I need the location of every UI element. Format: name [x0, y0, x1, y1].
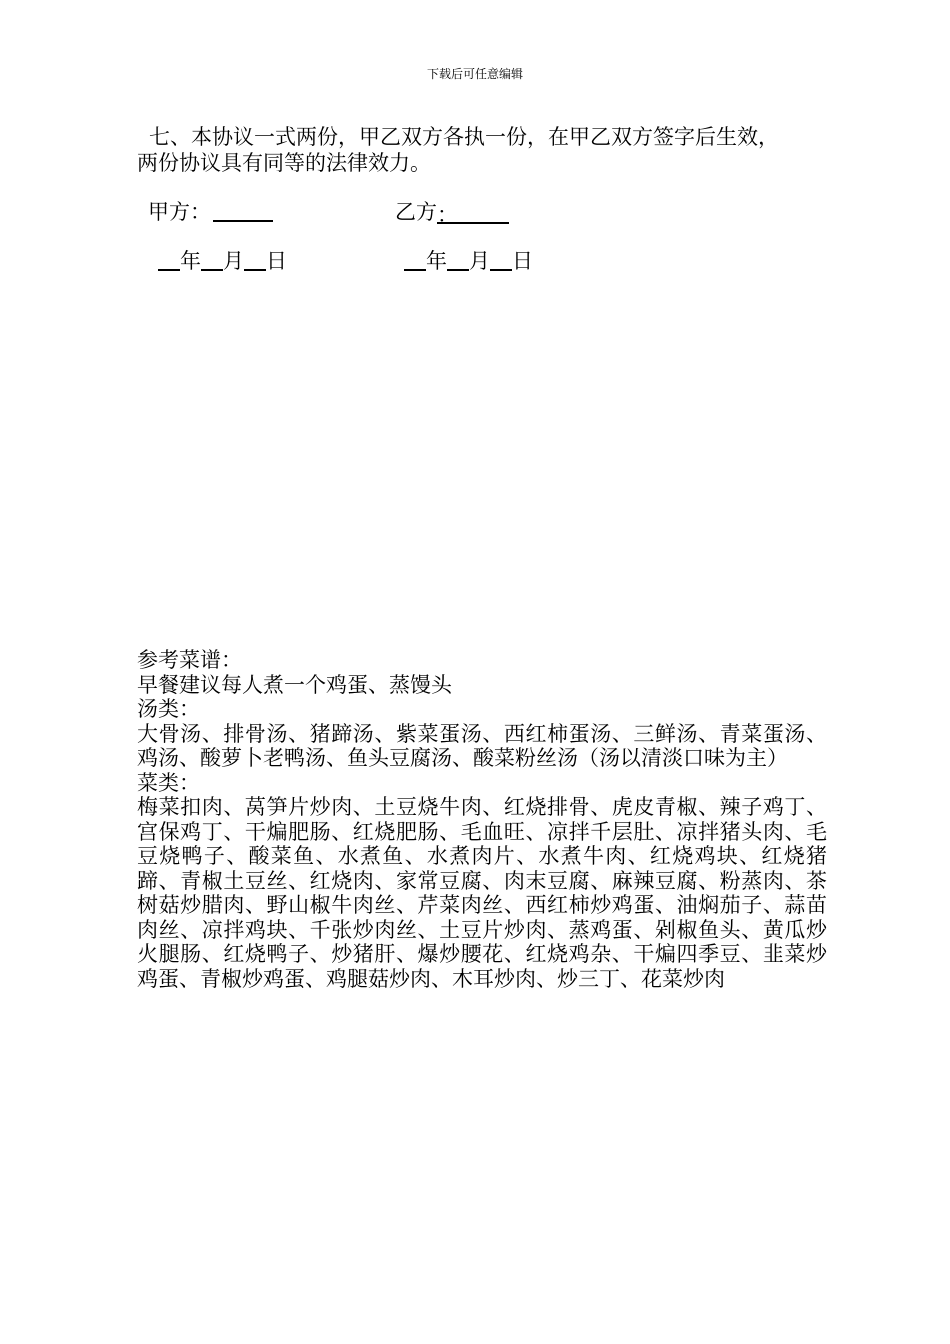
- month-blank: [447, 249, 469, 271]
- party-a-date: [158, 248, 287, 274]
- year-label: 年: [180, 249, 201, 273]
- dish-list: 梅菜扣肉、莴笋片炒肉、土豆烧牛肉、红烧排骨、虎皮青椒、辣子鸡丁、宫保鸡丁、干煸肥肠、红烧肥肠、毛血旺、凉拌千层肚、凉拌猪头肉、毛豆烧鸭子、酸菜鱼、水煮鱼、水煮肉片、水煮牛肉、红烧鸡块、红烧猪蹄、青椒土豆丝、红烧肉、家常豆腐、肉末豆腐、麻辣豆腐、粉蒸肉、茶树菇炒腊肉、野山椒牛肉丝、芹菜肉丝、西红柿炒鸡蛋、油焖茄子、蒜苗肉丝、凉拌鸡块、千张炒肉丝、土豆片炒肉、蒸鸡蛋、剁椒鱼头、黄瓜炒火腿肠、红烧鸭子、炒猪肝、爆炒腰花、红烧鸡杂、干煸四季豆、韭菜炒鸡蛋、青椒炒鸡蛋、鸡腿菇炒肉、木耳炒肉、炒三丁、花菜炒肉: [137, 795, 827, 991]
- party-b-signature-line: [437, 202, 509, 227]
- year-blank: [158, 249, 180, 271]
- clause-seven-line-2: 两份协议具有同等的法律效力。: [137, 151, 431, 175]
- clause-seven-line-1: 七、本协议一式两份，甲乙双方各执一份，在甲乙双方签字后生效，: [149, 125, 779, 149]
- date-row: [0, 248, 950, 276]
- party-b-label: 乙方: [395, 200, 437, 224]
- year-label: 年: [426, 249, 447, 273]
- breakfast-note: 早餐建议每人煮一个鸡蛋、蒸馒头: [137, 672, 452, 697]
- day-label: 日: [512, 249, 533, 273]
- menu-title: 参考菜谱：: [137, 648, 242, 672]
- soup-heading: 汤类：: [137, 697, 200, 721]
- signature-row: [0, 199, 950, 227]
- year-blank: [404, 249, 426, 271]
- month-label: 月: [223, 249, 244, 273]
- party-b-date: [404, 248, 533, 274]
- party-b-colon: ：: [437, 203, 458, 227]
- day-label: 日: [266, 249, 287, 273]
- party-b-signature: [395, 199, 509, 225]
- day-blank: [244, 249, 266, 271]
- month-blank: [201, 249, 223, 271]
- dish-heading: 菜类：: [137, 770, 200, 795]
- party-a-signature: [148, 199, 273, 225]
- party-a-label: 甲方：: [148, 200, 211, 224]
- party-a-signature-line: [213, 200, 273, 222]
- page-header-note: 下载后可任意编辑: [426, 67, 523, 81]
- soup-list: 大骨汤、排骨汤、猪蹄汤、紫菜蛋汤、西红柿蛋汤、三鲜汤、青菜蛋汤、鸡汤、酸萝卜老鸭汤、鱼头豆腐汤、酸菜粉丝汤（汤以清淡口味为主）: [137, 721, 827, 770]
- clause-seven: [137, 124, 827, 176]
- reference-menu: [137, 648, 827, 991]
- month-label: 月: [469, 249, 490, 273]
- day-blank: [490, 249, 512, 271]
